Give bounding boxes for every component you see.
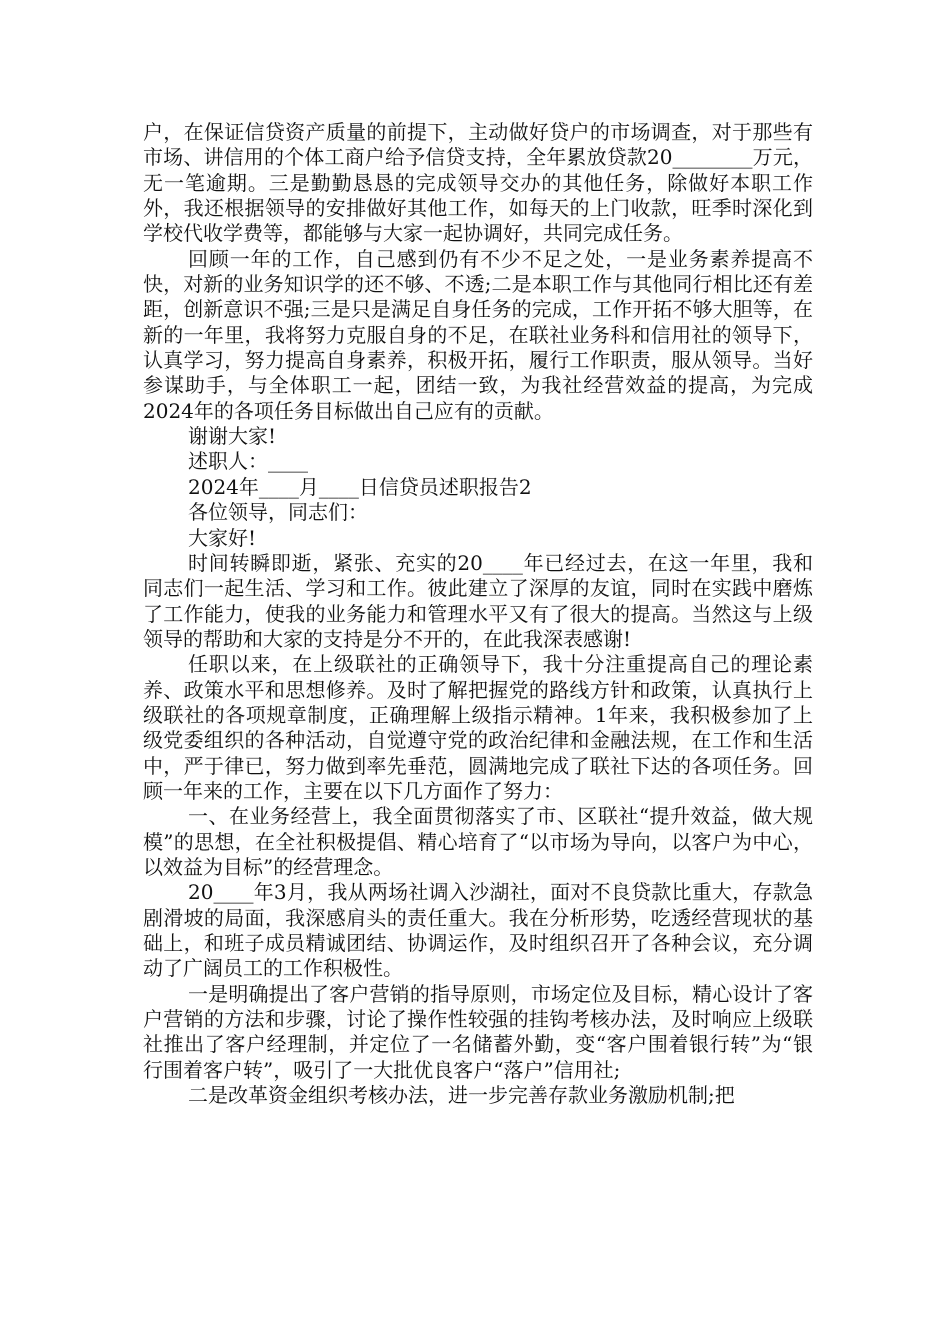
paragraph: 户，在保证信贷资产质量的前提下，主动做好贷户的市场调查，对于那些有市场、讲信用的个体工商户给予信贷支持，全年累放贷款20________万元，无一笔逾期。三是勤勤恳恳的完成领导交办的其他任务，除做好本职工作外，我还根据领导的安排做好其他工作，如每天的上门收款，旺季时深化到学校代收学费等，都能够与大家一起协调好，共同完成任务。 (143, 120, 813, 246)
report-title: 2024年____月____日信贷员述职报告2 (188, 474, 532, 499)
greeting: 大家好! (188, 525, 257, 550)
paragraph: 二是改革资金组织考核办法，进一步完善存款业务激励机制;把 (188, 1083, 735, 1108)
paragraph: 任职以来，在上级联社的正确领导下，我十分注重提高自己的理论素养、政策水平和思想修养。及时了解把握党的路线方针和政策，认真执行上级联社的各项规章制度，正确理解上级指示精神。1年来，我积极参加了上级党委组织的各种活动，自觉遵守党的政治纪律和金融法规，在工作和生活中，严于律已，努力做到率先垂范，圆满地完成了联社下达的各项任务。回顾一年来的工作，主要在以下几方面作了努力： (143, 652, 813, 803)
paragraph: 一是明确提出了客户营销的指导原则，市场定位及目标，精心设计了客户营销的方法和步骤，讨论了操作性较强的挂钩考核办法，及时响应上级联社推出了客户经理制，并定位了一名储蓄外勤，变“客户围着银行转”为“银行围着客户转”，吸引了一大批优良客户“落户”信用社; (143, 981, 813, 1082)
salutation: 各位领导，同志们： (188, 500, 368, 525)
paragraph: 一、在业务经营上，我全面贯彻落实了市、区联社“提升效益，做大规模”的思想，在全社积极提倡、精心培育了“以市场为导向，以客户为中心，以效益为目标”的经营理念。 (143, 804, 813, 879)
document-body (143, 120, 813, 1108)
paragraph: 时间转瞬即逝，紧张、充实的20____年已经过去，在这一年里，我和同志们一起生活、学习和工作。彼此建立了深厚的友谊，同时在实践中磨炼了工作能力，使我的业务能力和管理水平又有了很大的提高。当然这与上级领导的帮助和大家的支持是分不开的，在此我深表感谢! (143, 550, 813, 651)
closing-thanks: 谢谢大家! (188, 424, 277, 449)
reporter-line: 述职人：____ (188, 449, 308, 474)
paragraph: 回顾一年的工作，自己感到仍有不少不足之处，一是业务素养提高不快，对新的业务知识学的还不够、不透;二是本职工作与其他同行相比还有差距，创新意识不强;三是只是满足自身任务的完成，工作开拓不够大胆等，在新的一年里，我将努力克服自身的不足，在联社业务科和信用社的领导下，认真学习，努力提高自身素养，积极开拓，履行工作职责，服从领导。当好参谋助手，与全体职工一起，团结一致，为我社经营效益的提高，为完成2024年的各项任务目标做出自己应有的贡献。 (143, 246, 813, 423)
paragraph: 20____年3月，我从两场社调入沙湖社，面对不良贷款比重大，存款急剧滑坡的局面，我深感肩头的责任重大。我在分析形势，吃透经营现状的基础上，和班子成员精诚团结、协调运作，及时组织召开了各种会议，充分调动了广阔员工的工作积极性。 (143, 880, 813, 981)
